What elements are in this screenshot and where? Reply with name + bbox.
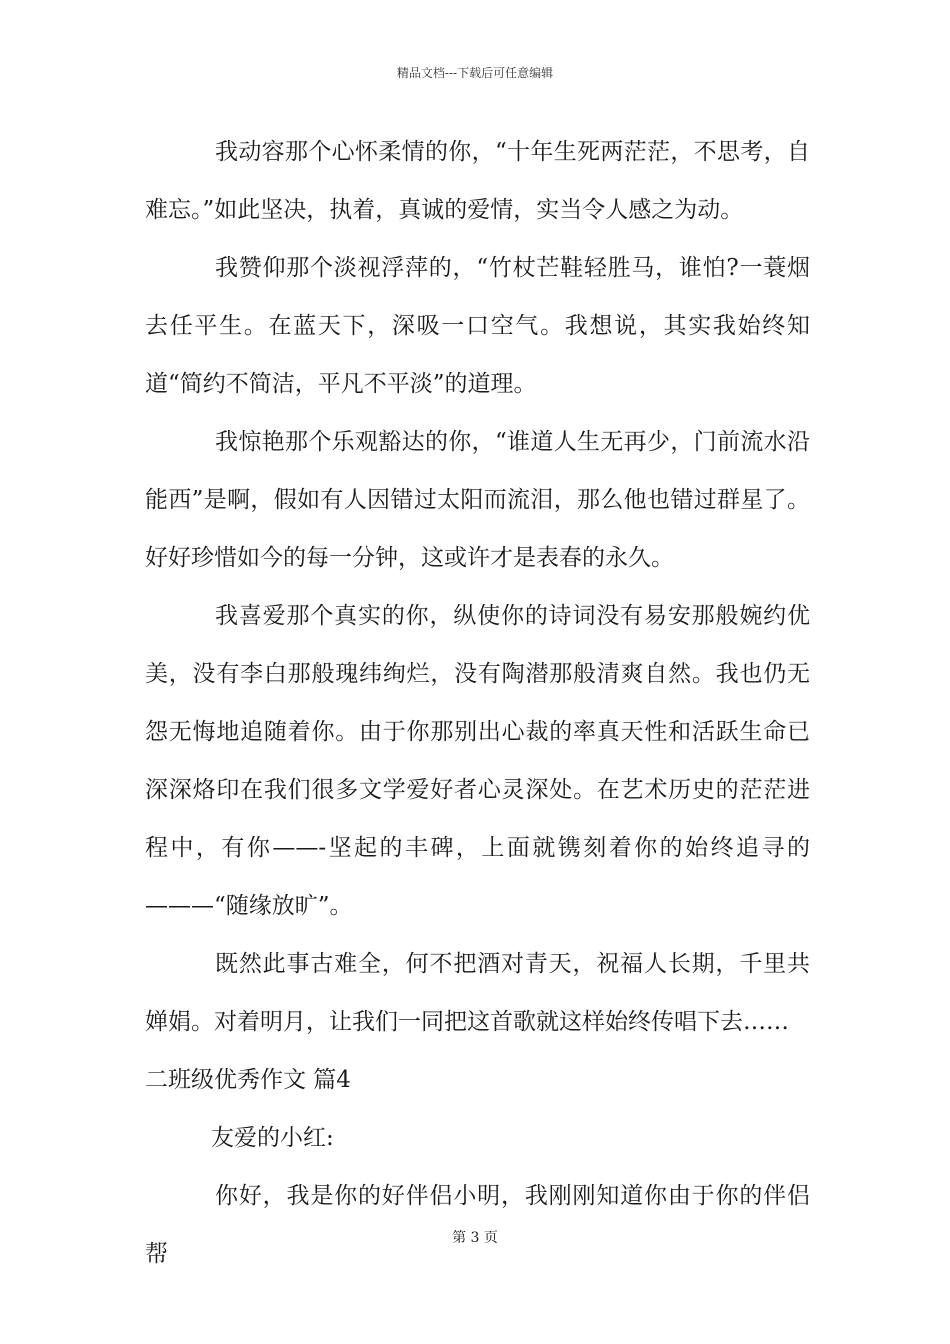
paragraph-4: 我喜爱那个真实的你，纵使你的诗词没有易安那般婉约优美，没有李白那般瑰纬绚烂，没有陶潜那般清爽自然。我也仍无怨无悔地追随着你。由于你那别出心裁的率真天性和活跃生命已深深烙印在我们很多文学爱好者心灵深处。在艺术历史的茫茫进程中，有你——-坚起的丰碑，上面就镌刻着你的始终追寻的———“随缘放旷”。 [145,603,810,919]
page-header: 精品文档---下载后可任意编辑 [396,66,554,80]
page-number: 第 3 页 [452,1230,498,1246]
paragraph-1: 我动容那个心怀柔情的你，“十年生死两茫茫，不思考，自难忘。”如此坚决，执着，真诚的爱情，实当令人感之为动。 [145,139,810,223]
paragraph-3: 我惊艳那个乐观豁达的你，“谁道人生无再少，门前流水沿能西”是啊，假如有人因错过太阳而流泪，那么他也错过群星了。好好珍惜如今的每一分钟，这或许才是表春的永久。 [145,429,810,571]
paragraph-2: 我赞仰那个淡视浮萍的，“竹杖芒鞋轻胜马，谁怕?一蓑烟去任平生。在蓝天下，深吸一口空气。我想说，其实我始终知道“简约不简洁，平凡不平淡”的道理。 [145,255,810,397]
letter-salutation: 友爱的小红: [211,1125,334,1151]
letter-opening: 你好，我是你的好伴侣小明，我刚刚知道你由于你的伴侣帮 [145,1183,810,1267]
section-heading: 二班级优秀作文 篇4 [145,1067,351,1093]
paragraph-5: 既然此事古难全，何不把酒对青天，祝福人长期，千里共婵娟。对着明月，让我们一同把这首歌就这样始终传唱下去…… [145,951,810,1035]
document-body [145,123,810,1283]
